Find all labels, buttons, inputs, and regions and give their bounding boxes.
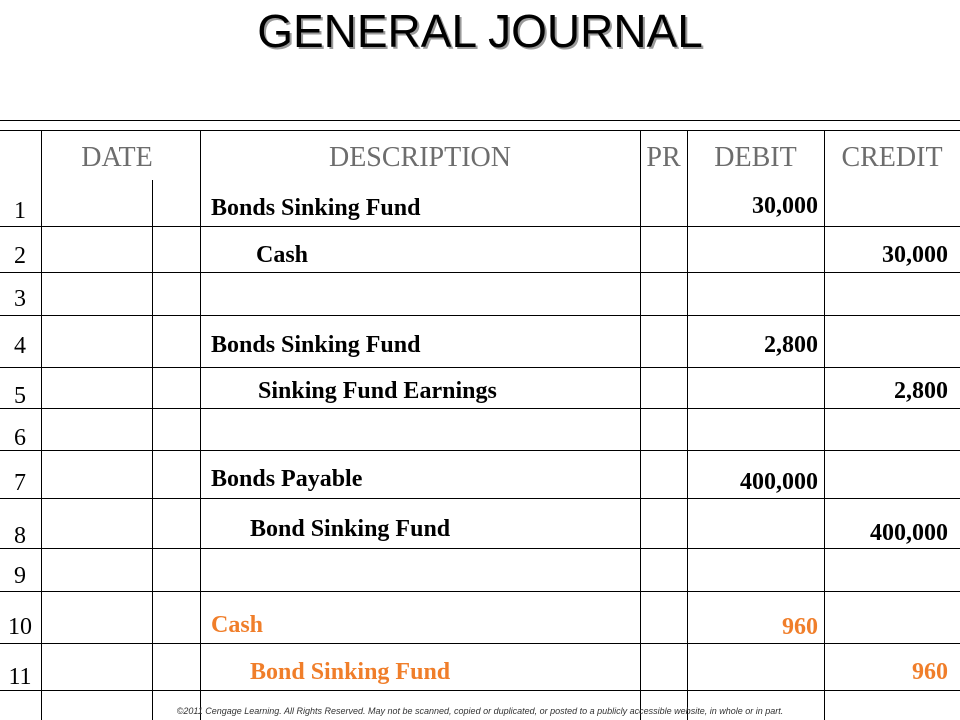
row-description: Bonds Sinking Fund (211, 332, 421, 358)
column-divider (200, 130, 201, 720)
row-debit: 400,000 (740, 469, 818, 495)
column-divider (687, 130, 688, 720)
row-description: Bond Sinking Fund (250, 659, 451, 685)
row-number: 10 (8, 614, 32, 640)
row-number: 7 (14, 470, 26, 496)
row-divider (0, 591, 960, 592)
header-pr: PR (646, 142, 681, 173)
column-divider (41, 130, 42, 720)
header-date: DATE (81, 142, 153, 173)
row-divider (0, 315, 960, 316)
header-description: DESCRIPTION (328, 142, 511, 173)
header-debit: DEBIT (714, 142, 797, 173)
row-divider (0, 408, 960, 409)
column-divider (824, 130, 825, 720)
row-number: 4 (14, 333, 26, 359)
row-credit: 960 (912, 659, 948, 685)
row-description: Cash (256, 242, 309, 268)
row-number: 6 (14, 425, 26, 451)
row-description: Cash (211, 612, 264, 638)
header-credit: CREDIT (841, 142, 943, 173)
row-debit: 2,800 (764, 332, 818, 358)
row-divider (0, 226, 960, 227)
row-description: Sinking Fund Earnings (258, 378, 497, 404)
row-credit: 400,000 (870, 520, 948, 546)
row-credit: 30,000 (882, 242, 948, 268)
row-description: Bonds Payable (211, 466, 363, 492)
row-divider (0, 548, 960, 549)
row-number: 8 (14, 523, 26, 549)
table-top-border (0, 120, 960, 121)
row-divider (0, 690, 960, 691)
row-number: 1 (14, 198, 26, 224)
row-credit: 2,800 (894, 378, 948, 404)
copyright-notice: ©2011 Cengage Learning. All Rights Reserved. May not be scanned, copied or duplicated, or posted to a publicly accessible website, in whole or in part. (176, 706, 784, 716)
row-number: 11 (8, 664, 32, 690)
row-debit: 30,000 (752, 193, 818, 219)
row-divider (0, 643, 960, 644)
header-top-border (0, 130, 960, 131)
row-number: 2 (14, 243, 26, 269)
row-description: Bond Sinking Fund (250, 516, 451, 542)
row-divider (0, 367, 960, 368)
row-divider (0, 498, 960, 499)
row-divider (0, 450, 960, 451)
column-divider (640, 130, 641, 720)
row-number: 5 (14, 383, 26, 409)
row-number: 3 (14, 286, 26, 312)
row-number: 9 (14, 563, 26, 589)
row-divider (0, 272, 960, 273)
row-debit: 960 (782, 614, 818, 640)
page-title: GENERAL JOURNAL (257, 5, 703, 57)
row-description: Bonds Sinking Fund (211, 195, 421, 221)
